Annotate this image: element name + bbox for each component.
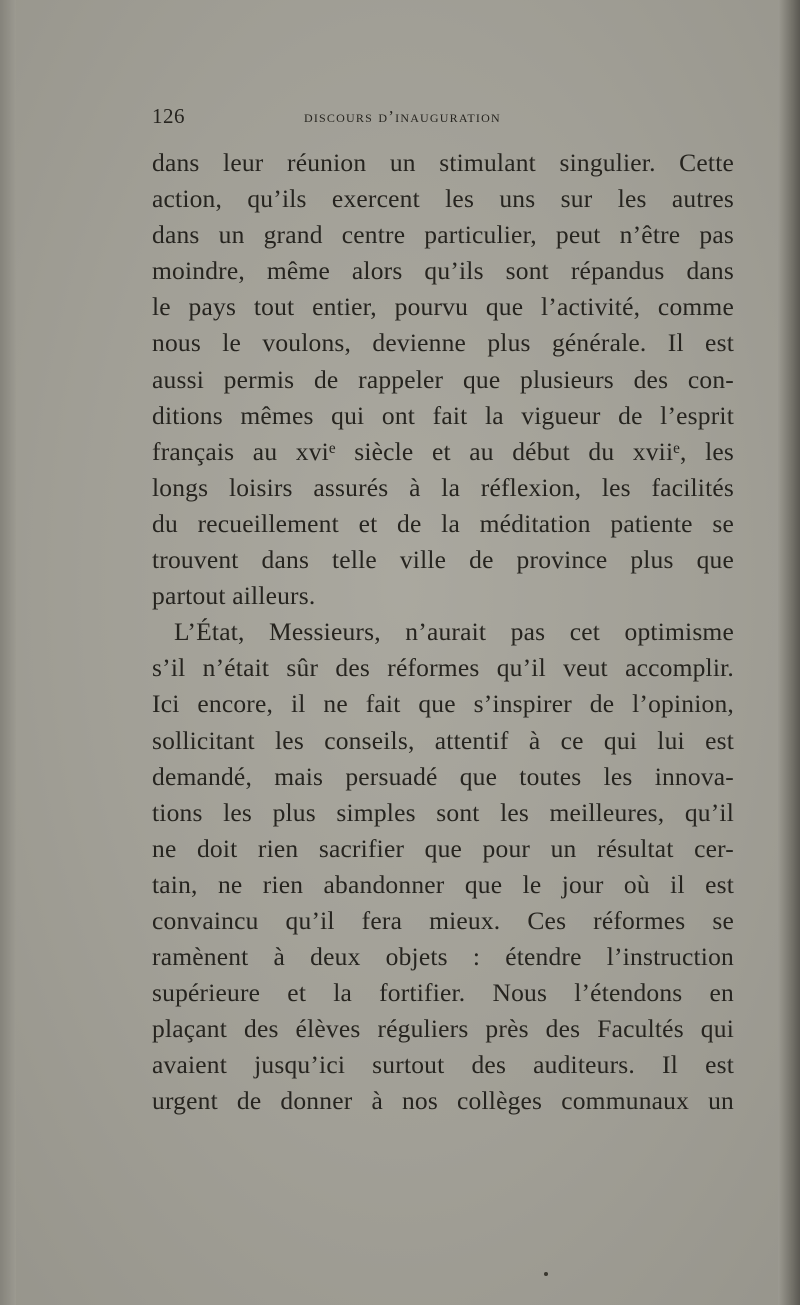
running-title: discours d’inauguration [304, 107, 501, 126]
paragraph-start-line: L’État, Messieurs, n’aurait pas cet optimisme [174, 617, 734, 647]
text-line: sollicitant les conseils, attentif à ce qui lui est [152, 725, 734, 755]
text-line: tions les plus simples sont les meilleures, qu’il [152, 797, 734, 827]
text-line: du recueillement et de la méditation patiente se [152, 508, 734, 538]
text-line: convaincu qu’il fera mieux. Ces réformes se [152, 905, 734, 935]
text-line: action, qu’ils exercent les uns sur les autres [152, 184, 734, 214]
text-line: ramènent à deux objets : étendre l’instruction [152, 942, 734, 972]
text-line: longs loisirs assurés à la réflexion, les facilités [152, 472, 734, 502]
text-line: avaient jusqu’ici surtout des auditeurs. Il est [152, 1050, 734, 1080]
page-edge-right [778, 0, 800, 1305]
text-line: s’il n’était sûr des réformes qu’il veut accomplir. [152, 653, 734, 683]
text-line: le pays tout entier, pourvu que l’activité, comme [152, 292, 734, 322]
running-header [152, 104, 734, 130]
paragraph-end-line: partout ailleurs. [152, 581, 316, 611]
text-line: trouvent dans telle ville de province plus que [152, 545, 734, 575]
text-line: demandé, mais persuadé que toutes les innova- [152, 761, 734, 791]
text-line: tain, ne rien abandonner que le jour où il est [152, 869, 734, 899]
text-line: français au xviᵉ siècle et au début du xviiᵉ, les [152, 436, 734, 466]
text-line: supérieure et la fortifier. Nous l’étendons en [152, 978, 734, 1008]
text-line: urgent de donner à nos collèges communaux un [152, 1086, 734, 1116]
text-line: dans leur réunion un stimulant singulier. Cette [152, 148, 734, 177]
text-line: Ici encore, il ne fait que s’inspirer de l’opinion, [152, 689, 734, 719]
text-line: aussi permis de rappeler que plusieurs des con- [152, 364, 734, 394]
page-number: 126 [152, 104, 185, 128]
ink-speck [544, 1272, 548, 1276]
text-line: moindre, même alors qu’ils sont répandus dans [152, 256, 734, 286]
text-line: dans un grand centre particulier, peut n’être pas [152, 220, 734, 250]
text-line: ditions mêmes qui ont fait la vigueur de l’esprit [152, 400, 734, 430]
page-edge-left [0, 0, 16, 1305]
text-line: ne doit rien sacrifier que pour un résultat cer- [152, 833, 734, 863]
text-line: plaçant des élèves réguliers près des Facultés qui [152, 1014, 734, 1044]
text-line: nous le voulons, devienne plus générale. Il est [152, 328, 734, 358]
body-text [152, 145, 734, 1120]
